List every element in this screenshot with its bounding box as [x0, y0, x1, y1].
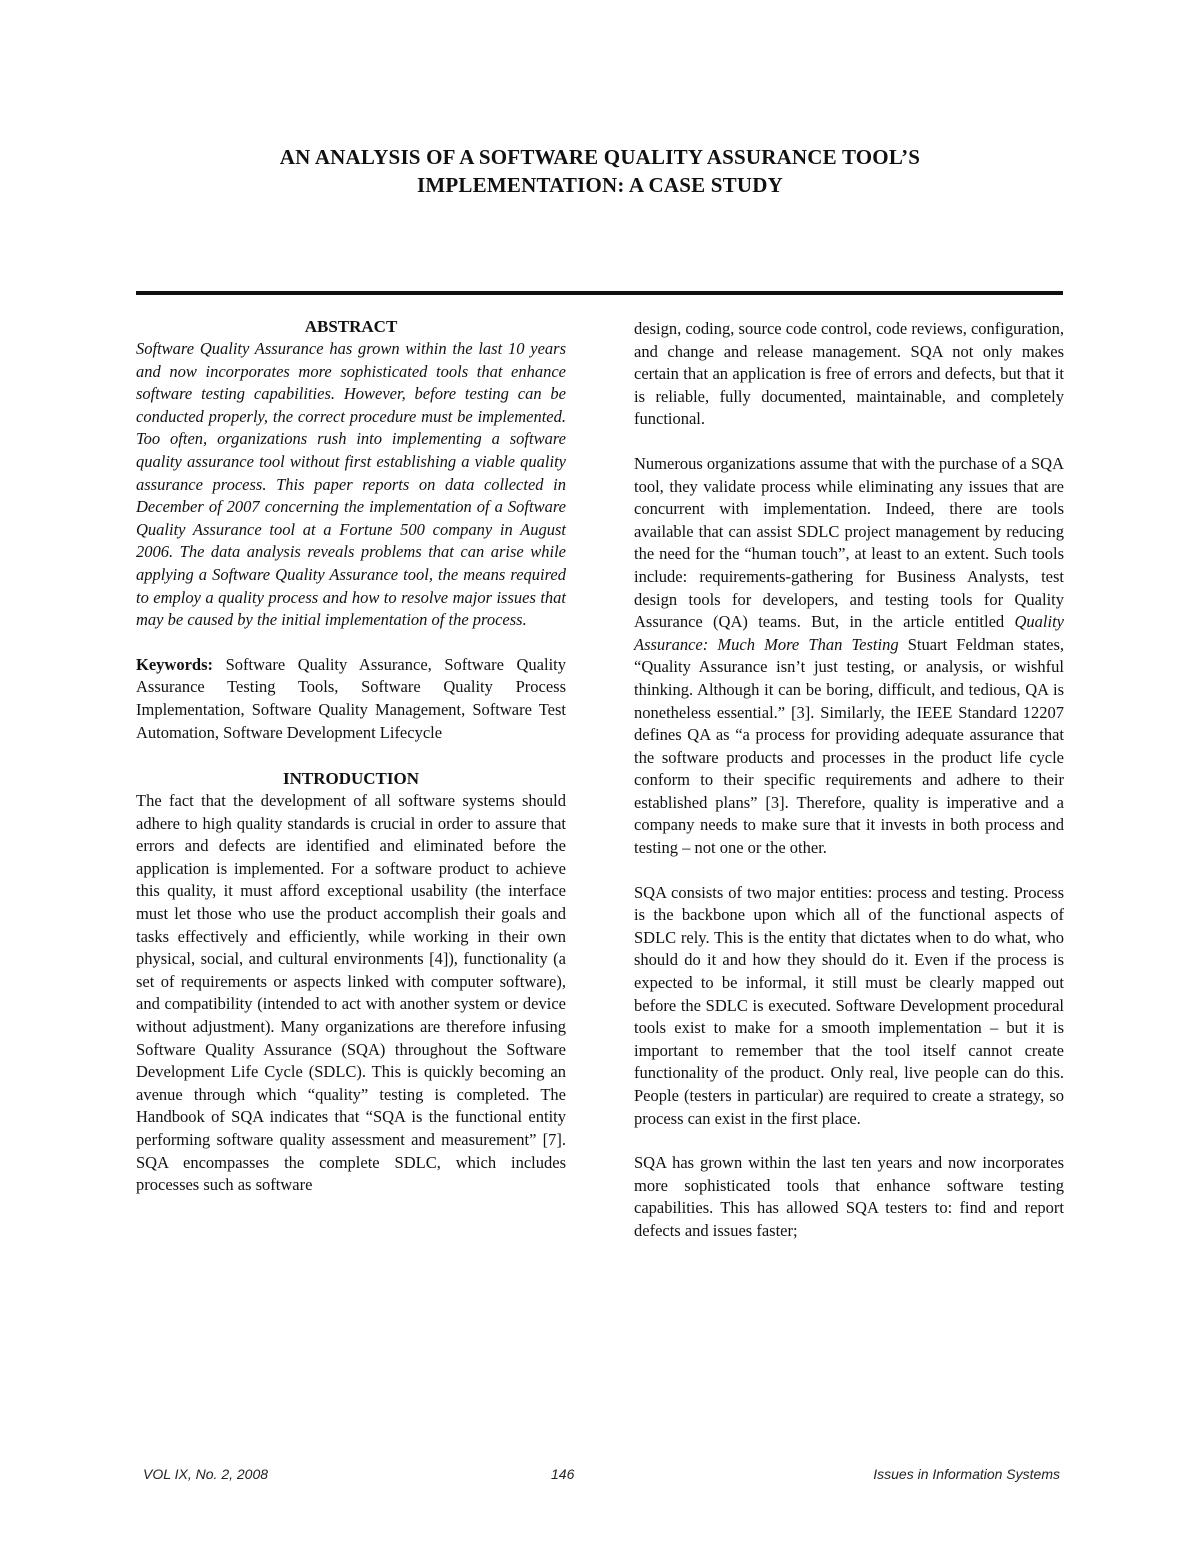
body-paragraph-3: SQA consists of two major entities: process and testing. Process is the backbone upon which all of the functional aspects of SDLC rely. This is the entity that dictates when to do what, who should do it and how they should do it. Even if the process is expected to be informal, it still must be clearly mapped out before the SDLC is executed. Software Development procedural tools exist to make for a smooth implementation – but it is important to remember that the tool itself cannot create functionality of the product. Only real, live people can do this. People (testers in particular) are required to create a strategy, so process can exist in the first place. [634, 882, 1064, 1128]
introduction-heading: INTRODUCTION [282, 769, 420, 789]
keywords-text: Software Quality Assurance, Software Quality Assurance Testing Tools, Software Quality Process Implementation, Software Quality Management, Software Test Automation, Software Development Lifecycle [136, 654, 566, 742]
left-column [136, 316, 566, 1197]
page-footer [143, 1466, 1060, 1486]
body-paragraph-2-part-b: Stuart Feldman states, “Quality Assurance isn’t just testing, or analysis, or wishful thinking. Although it can be boring, difficult, and tedious, QA is nonetheless essential.” [3]. Similarly, the IEEE Standard 12207 defines QA as “a process for providing adequate assurance that the software products and processes in the product life cycle conform to their specific requirements and adhere to their established plans” [3]. Therefore, quality is imperative and a company needs to make sure that it invests in both process and testing – not one or the other. [634, 634, 1064, 858]
body-paragraph-1: design, coding, source code control, code reviews, configuration, and change and release management. SQA not only makes certain that an application is free of errors and defects, but that it is reliable, fully documented, maintainable, and completely functional. [634, 319, 1064, 429]
title-line-2: IMPLEMENTATION: A CASE STUDY [417, 173, 783, 197]
body-paragraph-2 [634, 453, 1064, 860]
footer-journal: Issues in Information Systems [873, 1466, 1060, 1482]
paper-title [140, 143, 1060, 199]
abstract-heading: ABSTRACT [304, 317, 398, 336]
title-divider [136, 291, 1063, 295]
title-line-1: AN ANALYSIS OF A SOFTWARE QUALITY ASSURANCE TOOL’S [279, 145, 921, 169]
footer-page-number: 146 [551, 1466, 575, 1482]
abstract-text: Software Quality Assurance has grown within the last 10 years and now incorporates more sophisticated tools that enhance software testing capabilities. However, before testing can be conducted properly, the correct procedure must be implemented. Too often, organizations rush into implementing a software quality assurance tool without first establishing a viable quality assurance process. This paper reports on data collected in December of 2007 concerning the implementation of a Software Quality Assurance tool at a Fortune 500 company in August 2006. The data analysis reveals problems that can arise while applying a Software Quality Assurance tool, the means required to employ a quality process and how to resolve major issues that may be caused by the initial implementation of the process. [136, 339, 566, 630]
introduction-paragraph-1: The fact that the development of all software systems should adhere to high quality standards is crucial in order to assure that errors and defects are identified and eliminated before the application is implemented. For a software product to achieve this quality, it must afford exceptional usability (the interface must let those who use the product accomplish their goals and tasks effectively and efficiently, while working in their own physical, social, and cultural environments [4]), functionality (a set of requirements or aspects linked with computer software), and compatibility (intended to act with another system or device without adjustment). Many organizations are therefore infusing Software Quality Assurance (SQA) throughout the Software Development Life Cycle (SDLC). This is quickly becoming an avenue through which “quality” testing is completed. The Handbook of SQA indicates that “SQA is the functional entity performing software quality assessment and measurement” [7]. SQA encompasses the complete SDLC, which includes processes such as software [136, 791, 566, 1195]
footer-volume: VOL IX, No. 2, 2008 [143, 1466, 269, 1482]
right-column [634, 318, 1064, 1243]
keywords-label: Keywords: [136, 654, 213, 674]
keywords-paragraph [136, 654, 566, 744]
body-paragraph-4: SQA has grown within the last ten years and now incorporates more sophisticated tools that enhance software testing capabilities. This has allowed SQA testers to: find and report defects and issues faster; [634, 1153, 1064, 1240]
body-paragraph-2-part-a: Numerous organizations assume that with the purchase of a SQA tool, they validate process while eliminating any issues that are concurrent with implementation. Indeed, there are tools available that can assist SDLC project management by reducing the need for the “human touch”, at least to an extent. Such tools include: requirements-gathering for Business Analysts, test design tools for developers, and testing tools for Quality Assurance (QA) teams. But, in the article entitled [634, 453, 1064, 632]
cited-article-title: Quality Assurance: Much More Than Testing [634, 612, 1064, 654]
